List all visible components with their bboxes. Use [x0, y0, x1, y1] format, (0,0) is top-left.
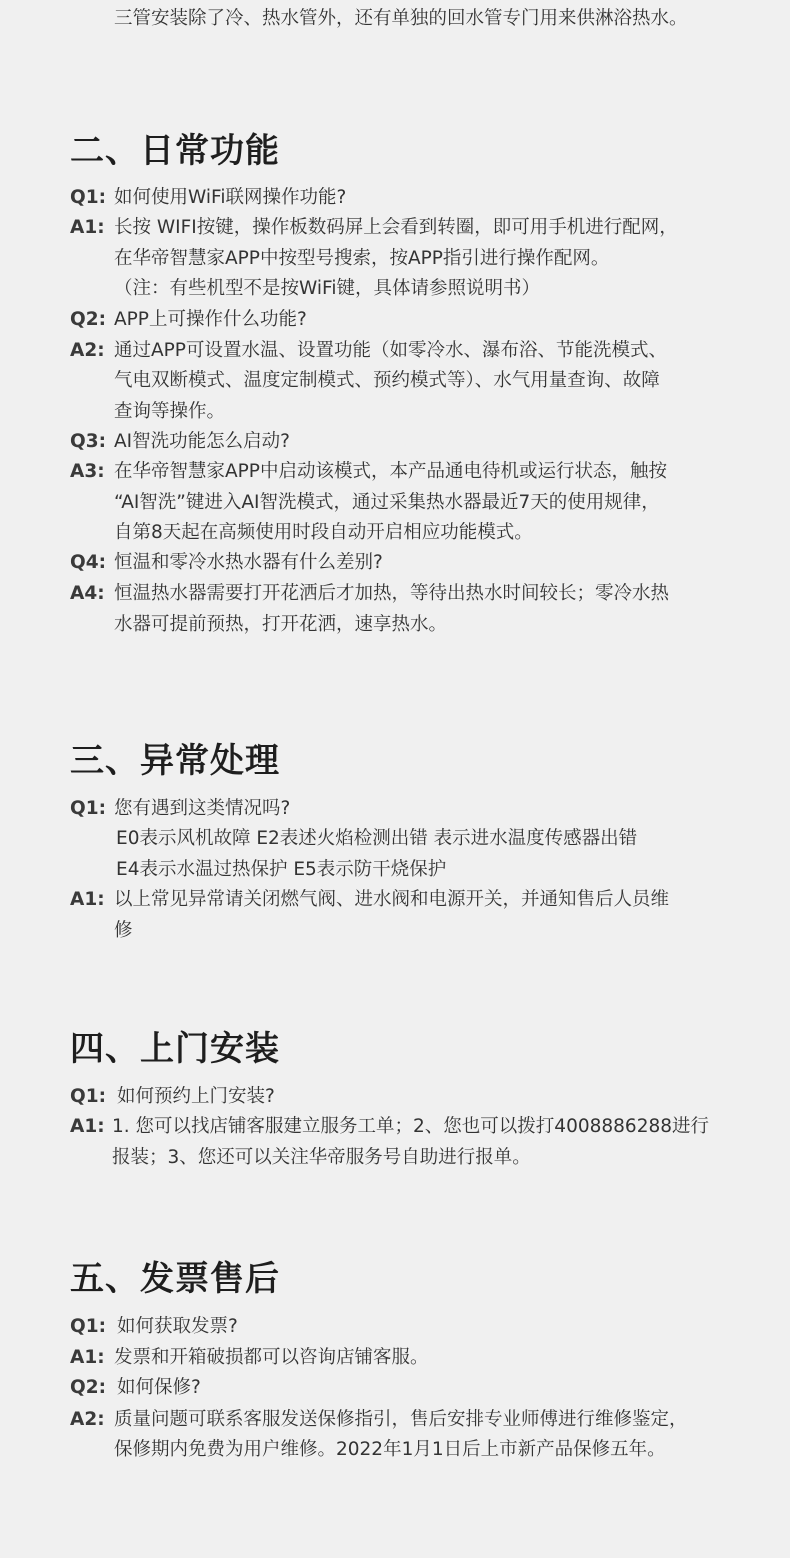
answer-label: A1: [70, 1116, 105, 1137]
answer-text: 恒温热水器需要打开花洒后才加热，等待出热水时间较长；零冷水热 [114, 583, 670, 604]
answer-text: 在华帝智慧家APP中按型号搜索，按APP指引进行操作配网。 [114, 248, 610, 269]
answer-note: （注：有些机型不是按WiFi键，具体请参照说明书） [114, 278, 540, 299]
answer-text: 保修期内免费为用户维修。2022年1月1日后上市新产品保修五年。 [114, 1439, 666, 1460]
answer-text: 气电双断模式、温度定制模式、预约模式等）、水气用量查询、故障 [114, 370, 660, 391]
error-codes-text: E4表示水温过热保护 E5表示防干烧保护 [116, 859, 447, 880]
section-title-installation: 四、上门安装 [70, 1029, 280, 1069]
question-text: 恒温和零冷水热水器有什么差别? [114, 552, 383, 573]
question-text: 您有遇到这类情况吗? [114, 798, 291, 819]
question-text: 如何保修? [117, 1377, 201, 1398]
question-label: Q3: [70, 431, 106, 452]
section-title-exception-handling: 三、异常处理 [70, 741, 280, 781]
question-label: Q2: [70, 309, 106, 330]
answer-text: 自第8天起在高频使用时段自动开启相应功能模式。 [114, 522, 533, 543]
answer-label: A2: [70, 1409, 105, 1430]
answer-text: 在华帝智慧家APP中启动该模式，本产品通电待机或运行状态，触按 [114, 461, 667, 482]
answer-label: A1: [70, 217, 105, 238]
question-text: AI智洗功能怎么启动? [114, 431, 290, 452]
error-codes-text: E0表示风机故障 E2表述火焰检测出错 表示进水温度传感器出错 [116, 828, 638, 849]
answer-text: 水器可提前预热，打开花洒，速享热水。 [114, 614, 448, 635]
question-label: Q2: [70, 1377, 106, 1398]
answer-text: 通过APP可设置水温、设置功能（如零冷水、瀑布浴、节能洗模式、 [114, 340, 667, 361]
section-title-invoice-after-sales: 五、发票售后 [70, 1259, 280, 1299]
answer-text: 1. 您可以找店铺客服建立服务工单；2、您也可以拨打4008886288进行 [112, 1116, 710, 1137]
section-title-daily-functions: 二、日常功能 [70, 131, 280, 171]
answer-text: 报装；3、您还可以关注华帝服务号自助进行报单。 [112, 1147, 531, 1168]
question-text: 如何预约上门安装? [117, 1086, 275, 1107]
question-text: 如何获取发票? [117, 1316, 238, 1337]
answer-text: 发票和开箱破损都可以咨询店铺客服。 [114, 1347, 429, 1368]
answer-text: “AI智洗”键进入AI智洗模式，通过采集热水器最近7天的使用规律， [114, 492, 660, 513]
intro-text: 三管安装除了冷、热水管外，还有单独的回水管专门用来供淋浴热水。 [114, 8, 688, 29]
answer-text: 修 [114, 920, 133, 941]
question-label: Q4: [70, 552, 106, 573]
answer-text: 质量问题可联系客服发送保修指引，售后安排专业师傅进行维修鉴定， [114, 1409, 688, 1430]
question-text: 如何使用WiFi联网操作功能? [114, 187, 347, 208]
answer-label: A1: [70, 1347, 105, 1368]
answer-label: A3: [70, 461, 105, 482]
question-label: Q1: [70, 1316, 106, 1337]
answer-text: 查询等操作。 [114, 401, 226, 422]
question-label: Q1: [70, 1086, 106, 1107]
question-label: Q1: [70, 187, 106, 208]
answer-label: A4: [70, 583, 105, 604]
question-text: APP上可操作什么功能? [114, 309, 307, 330]
answer-text: 长按 WIFI按键，操作板数码屏上会看到转圈，即可用手机进行配网， [114, 217, 678, 238]
answer-label: A1: [70, 889, 105, 910]
answer-text: 以上常见异常请关闭燃气阀、进水阀和电源开关，并通知售后人员维 [114, 889, 670, 910]
answer-label: A2: [70, 340, 105, 361]
question-label: Q1: [70, 798, 106, 819]
